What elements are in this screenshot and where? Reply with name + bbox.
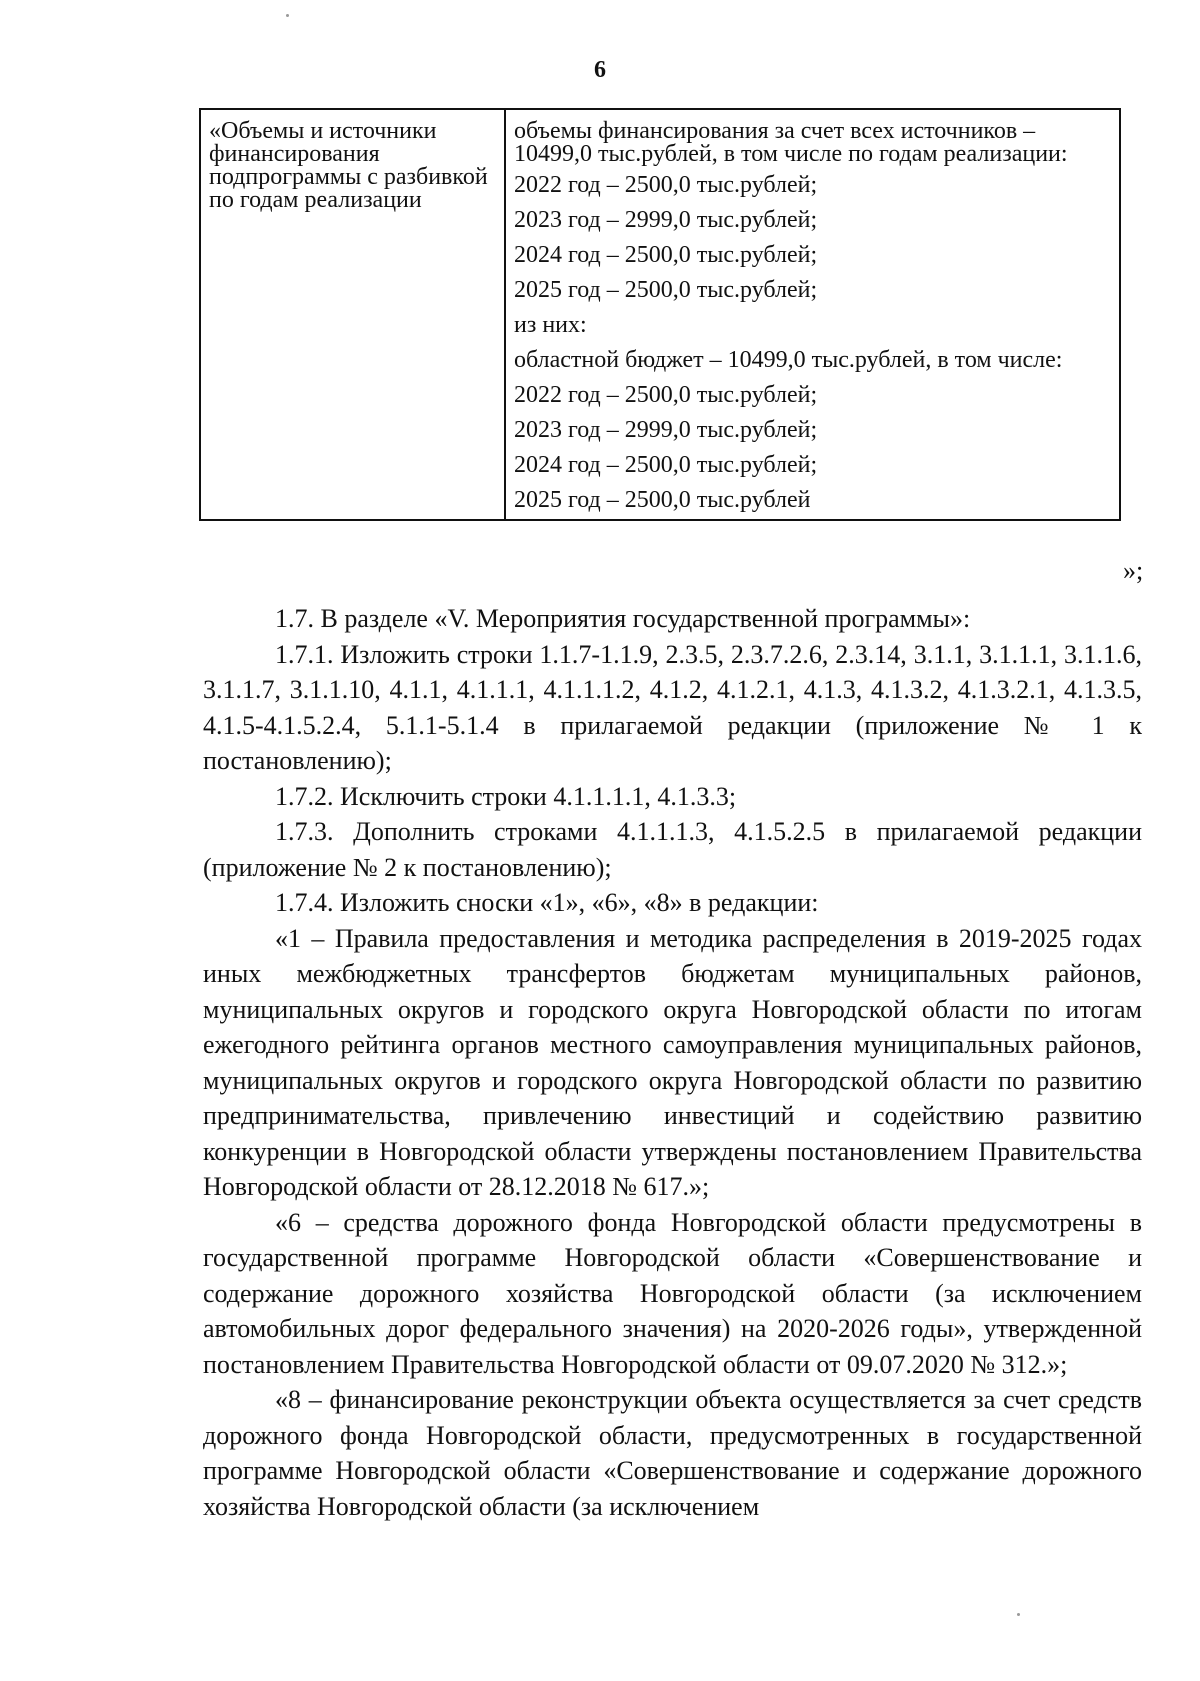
funding-table	[199, 108, 1121, 521]
funding-year-line: 2022 год – 2500,0 тыс.рублей;	[514, 172, 818, 198]
scan-speck	[286, 14, 289, 17]
funding-total-line: объемы финансирования за счет всех источников – 10499,0 тыс.рублей, в том числе по годам реализации:	[514, 118, 1068, 167]
funding-year-line: 2024 год – 2500,0 тыс.рублей;	[514, 242, 818, 268]
paragraph: 1.7.1. Изложить строки 1.1.7-1.1.9, 2.3.5, 2.3.7.2.6, 2.3.14, 3.1.1, 3.1.1.1, 3.1.1.6, 3.1.1.7, 3.1.1.10, 4.1.1, 4.1.1.1, 4.1.1.1.2, 4.1.2, 4.1.2.1, 4.1.3, 4.1.3.2, 4.1.3.2.1, 4.1.3.5, 4.1.5-4.1.5.2.4, 5.1.1-5.1.4 в прилагаемой редакции (приложение № 1 к постановлению);	[203, 639, 1142, 775]
funding-year-line: 2024 год – 2500,0 тыс.рублей;	[514, 452, 818, 478]
paragraph: 1.7.3. Дополнить строками 4.1.1.1.3, 4.1.5.2.5 в прилагаемой редакции (приложение № 2 к постановлению);	[203, 817, 1142, 882]
paragraph: 1.7.2. Исключить строки 4.1.1.1.1, 4.1.3.3;	[275, 781, 737, 811]
scan-speck	[1017, 1613, 1020, 1616]
footnote-paragraph: «8 – финансирование реконструкции объекта осуществляется за счет средств дорожного фонда Новгородской области, предусмотренных в государственной программе Новгородской области «Совершенствование и содержание дорожного хозяйства Новгородской области (за исключением	[203, 1385, 1142, 1521]
page-number: 6	[594, 57, 606, 83]
table-row	[200, 109, 1120, 520]
table-values-cell	[505, 109, 1120, 520]
funding-year-line: 2025 год – 2500,0 тыс.рублей;	[514, 277, 818, 303]
funding-year-line: 2025 год – 2500,0 тыс.рублей	[514, 487, 811, 513]
funding-subheader: из них:	[514, 312, 587, 338]
table-label-cell: «Объемы и источники финансирования подпрограммы с разбивкой по годам реализации	[200, 109, 505, 520]
document-body	[203, 601, 1142, 1524]
paragraph: 1.7.4. Изложить сноски «1», «6», «8» в редакции:	[275, 888, 819, 917]
funding-year-line: 2023 год – 2999,0 тыс.рублей;	[514, 417, 818, 443]
section-heading-paragraph: 1.7. В разделе «V. Мероприятия государственной программы»:	[275, 604, 971, 633]
funding-year-line: 2022 год – 2500,0 тыс.рублей;	[514, 382, 818, 408]
footnote-paragraph: «6 – средства дорожного фонда Новгородской области предусмотрены в государственной программе Новгородской области «Совершенствование и содержание дорожного хозяйства Новгородской области (за исключением автомобильных дорог федерального значения) на 2020-2026 годы», утвержденной постановлением Правительства Новгородской области от 09.07.2020 № 312.»;	[203, 1207, 1142, 1379]
footnote-paragraph: «1 – Правила предоставления и методика распределения в 2019-2025 годах иных межбюджетных трансфертов бюджетам муниципальных районов, муниципальных округов и городского округа Новгородской области по итогам ежегодного рейтинга органов местного самоуправления муниципальных районов, муниципальных округов и городского округа Новгородской области по развитию предпринимательства, привлечению инвестиций и содействию развитию конкуренции в Новгородской области утверждены постановлением Правительства Новгородской области от 28.12.2018 № 617.»;	[203, 923, 1142, 1201]
funding-year-line: 2023 год – 2999,0 тыс.рублей;	[514, 207, 818, 233]
table-closing-quote: »;	[1123, 556, 1144, 585]
regional-budget-line: областной бюджет – 10499,0 тыс.рублей, в том числе:	[514, 347, 1063, 373]
